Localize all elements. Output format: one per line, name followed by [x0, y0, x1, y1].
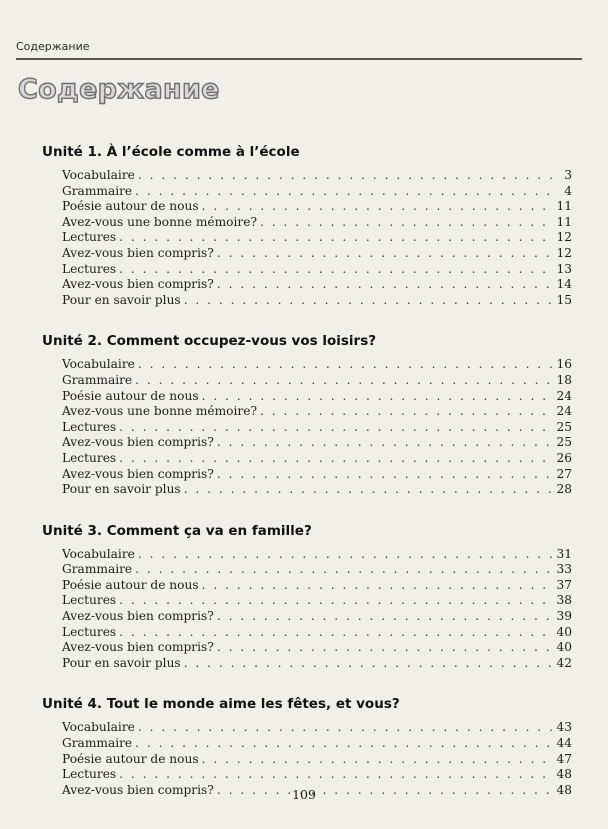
toc-entry-page: 3 — [564, 168, 572, 182]
toc-entry-label: Vocabulaire — [62, 546, 135, 561]
unit-section — [42, 523, 572, 672]
dot-leader — [119, 451, 553, 467]
toc-entry — [62, 625, 572, 641]
toc-entry — [62, 467, 572, 483]
unit-heading: Unité 4. Tout le monde aime les fêtes, et vous? — [42, 696, 400, 713]
toc-entry-label: Lectures — [62, 593, 117, 608]
toc-entry-label: Avez-vous bien compris? — [62, 466, 214, 481]
dot-leader — [217, 467, 553, 483]
toc-entry-page: 31 — [556, 546, 572, 561]
toc-entry-page: 12 — [556, 245, 572, 260]
toc-entry — [62, 168, 572, 184]
unit-heading: Unité 1. À l’école comme à l’école — [42, 144, 300, 160]
toc-entry-label: Grammaire — [62, 736, 133, 751]
toc-entry — [62, 215, 572, 231]
toc-entry-page: 24 — [556, 388, 572, 403]
dot-leader — [217, 640, 553, 656]
toc-entry — [62, 277, 572, 293]
dot-leader — [202, 389, 553, 405]
toc-entry-label: Vocabulaire — [62, 357, 135, 372]
dot-leader — [138, 168, 553, 184]
toc-entry-page: 43 — [556, 720, 572, 735]
toc-entry-page: 12 — [556, 230, 572, 245]
toc-entry-page: 33 — [556, 562, 572, 577]
toc-entry — [62, 562, 572, 578]
toc-entry — [62, 451, 572, 467]
toc-entry-page: 40 — [556, 624, 572, 639]
toc-entry — [62, 373, 572, 389]
toc-entry — [62, 262, 572, 278]
toc-entry-label: Pour en savoir plus — [62, 482, 181, 497]
toc-entry — [62, 246, 572, 262]
toc-entry-page: 47 — [556, 751, 572, 766]
toc-entry-label: Avez-vous bien compris? — [62, 245, 214, 260]
toc-entry — [62, 420, 572, 436]
dot-leader — [135, 736, 553, 752]
running-header: Содержание — [16, 40, 90, 53]
dot-leader — [119, 262, 553, 278]
toc-entry — [62, 767, 572, 783]
toc-entry-label: Poésie autour de nous — [62, 388, 199, 403]
toc-entry — [62, 230, 572, 246]
dot-leader — [135, 184, 553, 200]
dot-leader — [217, 435, 553, 451]
toc-entry — [62, 184, 572, 200]
toc-entry — [62, 609, 572, 625]
toc-entry-label: Grammaire — [62, 372, 133, 387]
dot-leader — [138, 720, 553, 736]
toc-entry-page: 11 — [556, 199, 572, 214]
toc-entry-label: Avez-vous bien compris? — [62, 609, 214, 624]
toc-entry-page: 15 — [556, 292, 572, 307]
toc-entry-label: Lectures — [62, 624, 117, 639]
toc-entry-label: Pour en savoir plus — [62, 292, 181, 307]
toc-entry — [62, 357, 572, 373]
toc-entry-label: Vocabulaire — [62, 168, 135, 182]
dot-leader — [217, 277, 553, 293]
toc-entry-label: Lectures — [62, 767, 117, 782]
dot-leader — [119, 625, 553, 641]
toc-entry-page: 26 — [556, 450, 572, 465]
toc-entry-page: 11 — [556, 214, 572, 229]
toc-entry-page: 42 — [556, 655, 572, 670]
toc-entry-label: Grammaire — [62, 562, 133, 577]
toc-entry — [62, 482, 572, 498]
toc-entry-label: Avez-vous bien compris? — [62, 277, 214, 292]
table-of-contents — [42, 144, 572, 823]
dot-leader — [202, 199, 553, 215]
toc-entry-page: 40 — [556, 640, 572, 655]
dot-leader — [135, 562, 553, 578]
toc-entry — [62, 389, 572, 405]
toc-entry-page: 28 — [556, 482, 572, 497]
toc-entry-page: 13 — [556, 261, 572, 276]
dot-leader — [217, 246, 553, 262]
toc-entry — [62, 404, 572, 420]
toc-entry-label: Avez-vous une bonne mémoire? — [62, 404, 257, 419]
toc-entry-label: Grammaire — [62, 183, 133, 198]
page-number: 109 — [292, 787, 316, 802]
toc-entry-page: 37 — [556, 577, 572, 592]
dot-leader — [202, 578, 553, 594]
toc-entry-label: Poésie autour de nous — [62, 751, 199, 766]
header-rule — [16, 58, 582, 60]
dot-leader — [184, 293, 553, 309]
toc-entry-page: 27 — [556, 466, 572, 481]
dot-leader — [119, 593, 553, 609]
dot-leader — [138, 357, 553, 373]
toc-entry-page: 14 — [556, 277, 572, 292]
toc-entry — [62, 547, 572, 563]
toc-entry-label: Lectures — [62, 450, 117, 465]
toc-entry-label: Avez-vous bien compris? — [62, 435, 214, 450]
dot-leader — [138, 547, 553, 563]
toc-entry-label: Lectures — [62, 261, 117, 276]
toc-entry — [62, 593, 572, 609]
toc-entry-page: 44 — [556, 736, 572, 751]
unit-heading: Unité 2. Comment occupez-vous vos loisirs? — [42, 333, 377, 350]
unit-section — [42, 333, 572, 497]
toc-entry-page: 4 — [564, 183, 572, 198]
toc-entry — [62, 752, 572, 768]
toc-entry — [62, 736, 572, 752]
toc-entry-label: Vocabulaire — [62, 720, 135, 735]
dot-leader — [184, 482, 553, 498]
toc-entry — [62, 435, 572, 451]
toc-entry — [62, 293, 572, 309]
unit-heading: Unité 3. Comment ça va en famille? — [42, 522, 312, 539]
toc-entry-page: 25 — [556, 419, 572, 434]
toc-entry — [62, 720, 572, 736]
toc-entry — [62, 640, 572, 656]
toc-entry-label: Lectures — [62, 230, 117, 245]
dot-leader — [260, 215, 553, 231]
toc-entry-page: 48 — [556, 767, 572, 782]
toc-entry-label: Pour en savoir plus — [62, 655, 181, 670]
dot-leader — [260, 404, 553, 420]
toc-entry-label: Avez-vous une bonne mémoire? — [62, 214, 257, 229]
dot-leader — [119, 230, 553, 246]
dot-leader — [217, 609, 553, 625]
dot-leader — [135, 373, 553, 389]
unit-section — [42, 144, 572, 308]
toc-entry-label: Poésie autour de nous — [62, 577, 199, 592]
toc-entry-page: 18 — [556, 372, 572, 387]
toc-entry-page: 16 — [556, 357, 572, 372]
toc-entry-page: 38 — [556, 593, 572, 608]
toc-entry-label: Poésie autour de nous — [62, 199, 199, 214]
toc-entry — [62, 199, 572, 215]
toc-entry-page: 24 — [556, 404, 572, 419]
toc-entry-page: 25 — [556, 435, 572, 450]
toc-entry-page: 48 — [556, 782, 572, 797]
toc-entry-label: Lectures — [62, 419, 117, 434]
toc-entry — [62, 656, 572, 672]
toc-entry-label: Avez-vous bien compris? — [62, 782, 214, 797]
dot-leader — [119, 420, 553, 436]
dot-leader — [202, 752, 553, 768]
dot-leader — [184, 656, 553, 672]
toc-entry — [62, 578, 572, 594]
dot-leader — [119, 767, 553, 783]
toc-entry-label: Avez-vous bien compris? — [62, 640, 214, 655]
page-title: Содержание — [18, 74, 220, 105]
unit-section — [42, 696, 572, 798]
toc-entry-page: 39 — [556, 609, 572, 624]
